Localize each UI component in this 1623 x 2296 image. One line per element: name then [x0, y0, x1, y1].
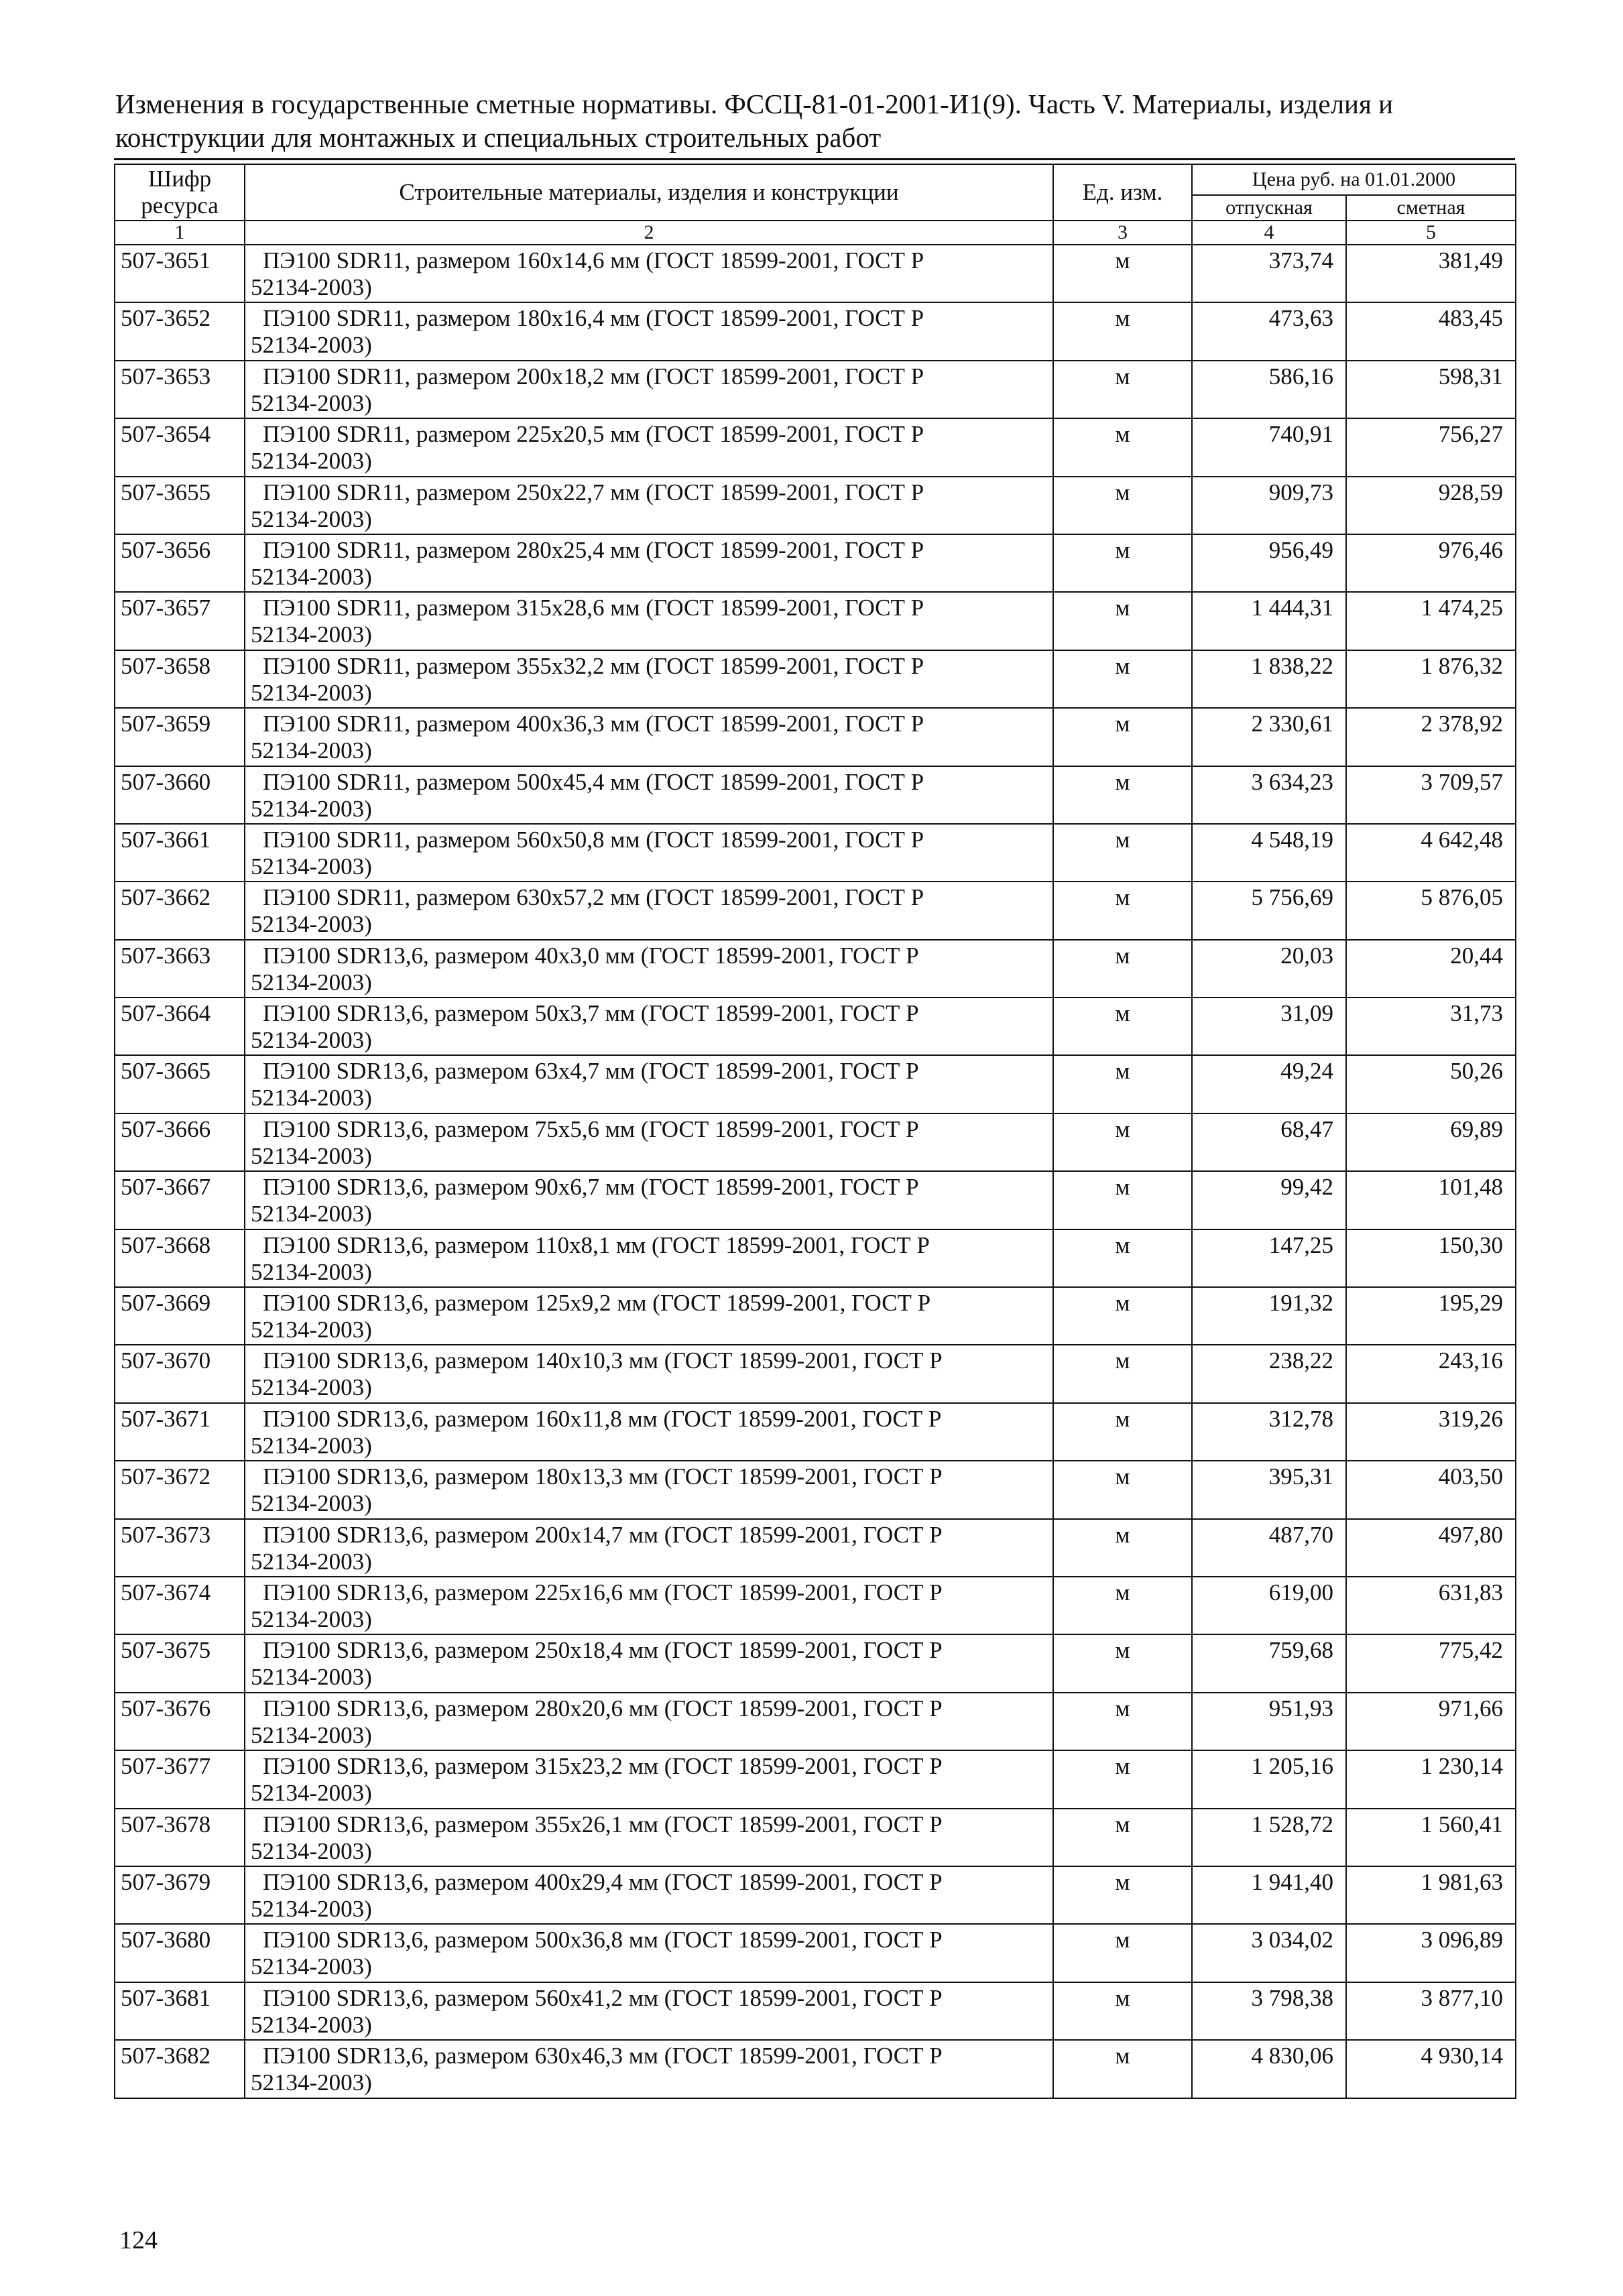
estimate-price: 976,46: [1346, 534, 1516, 592]
resource-code: 507-3666: [115, 1113, 245, 1171]
unit-cell: м: [1053, 1809, 1192, 1866]
resource-code: 507-3652: [115, 302, 245, 360]
resource-code: 507-3658: [115, 650, 245, 708]
release-price: 147,25: [1192, 1229, 1346, 1287]
table-row: [115, 1055, 1516, 1113]
estimate-price: 150,30: [1346, 1229, 1516, 1287]
unit-cell: м: [1053, 418, 1192, 476]
material-name: [245, 708, 1053, 766]
material-name-line2: 52134-2003): [251, 1953, 372, 1980]
resource-code: 507-3662: [115, 882, 245, 939]
resource-code: 507-3668: [115, 1229, 245, 1287]
estimate-price: 403,50: [1346, 1461, 1516, 1518]
material-name-line1: ПЭ100 SDR13,6, размером 63х4,7 мм (ГОСТ 18599-2001, ГОСТ Р: [263, 1058, 919, 1085]
table-row: [115, 2040, 1516, 2098]
unit-cell: м: [1053, 1519, 1192, 1577]
document-header: Изменения в государственные сметные нормативы. ФССЦ-81-01-2001-И1(9). Часть V. Материалы, изделия и конструкции для монтажных и специальных строительных работ: [115, 88, 1394, 153]
release-price: 586,16: [1192, 361, 1346, 418]
material-name-line1: ПЭ100 SDR11, размером 400х36,3 мм (ГОСТ 18599-2001, ГОСТ Р: [263, 711, 924, 737]
material-name-line1: ПЭ100 SDR13,6, размером 560х41,2 мм (ГОСТ 18599-2001, ГОСТ Р: [263, 1984, 943, 2011]
estimate-price: 195,29: [1346, 1287, 1516, 1345]
estimate-price: 31,73: [1346, 998, 1516, 1055]
material-name: [245, 1634, 1053, 1692]
material-name-line1: ПЭ100 SDR11, размером 280х25,4 мм (ГОСТ 18599-2001, ГОСТ Р: [263, 536, 924, 563]
material-name: [245, 1287, 1053, 1345]
estimate-price: 4 642,48: [1346, 824, 1516, 882]
header-release-price: отпускная: [1192, 195, 1346, 221]
material-name-line2: 52134-2003): [251, 1027, 372, 1054]
resource-code: 507-3679: [115, 1866, 245, 1924]
material-name-line2: 52134-2003): [251, 1664, 372, 1691]
unit-cell: м: [1053, 361, 1192, 418]
release-price: 4 548,19: [1192, 824, 1346, 882]
resource-code: 507-3671: [115, 1403, 245, 1461]
estimate-price: 775,42: [1346, 1634, 1516, 1692]
material-name: [245, 302, 1053, 360]
material-name-line2: 52134-2003): [251, 332, 372, 359]
material-name-line1: ПЭ100 SDR13,6, размером 50х3,7 мм (ГОСТ 18599-2001, ГОСТ Р: [263, 1000, 919, 1027]
resource-code: 507-3673: [115, 1519, 245, 1577]
material-name-line2: 52134-2003): [251, 1780, 372, 1807]
material-name-line1: ПЭ100 SDR11, размером 630х57,2 мм (ГОСТ 18599-2001, ГОСТ Р: [263, 884, 924, 911]
release-price: 5 756,69: [1192, 882, 1346, 939]
material-name: [245, 1229, 1053, 1287]
table-row: [115, 766, 1516, 824]
estimate-price: 1 474,25: [1346, 592, 1516, 650]
table-row: [115, 534, 1516, 592]
page-number: 124: [119, 2226, 158, 2254]
table-row: [115, 361, 1516, 418]
release-price: 395,31: [1192, 1461, 1346, 1518]
release-price: 909,73: [1192, 477, 1346, 534]
resource-code: 507-3672: [115, 1461, 245, 1518]
unit-cell: м: [1053, 940, 1192, 998]
material-name-line2: 52134-2003): [251, 911, 372, 938]
estimate-price: 4 930,14: [1346, 2040, 1516, 2098]
material-name-line1: ПЭ100 SDR13,6, размером 355х26,1 мм (ГОСТ 18599-2001, ГОСТ Р: [263, 1811, 943, 1837]
unit-cell: м: [1053, 1866, 1192, 1924]
material-name-line1: ПЭ100 SDR13,6, размером 280х20,6 мм (ГОСТ 18599-2001, ГОСТ Р: [263, 1695, 943, 1721]
material-name: [245, 1345, 1053, 1402]
table-row: [115, 1982, 1516, 2040]
table-row: [115, 1171, 1516, 1229]
material-name-line1: ПЭ100 SDR13,6, размером 250х18,4 мм (ГОСТ 18599-2001, ГОСТ Р: [263, 1637, 943, 1664]
material-name-line1: ПЭ100 SDR13,6, размером 90х6,7 мм (ГОСТ 18599-2001, ГОСТ Р: [263, 1174, 919, 1201]
estimate-price: 319,26: [1346, 1403, 1516, 1461]
table-row: [115, 1693, 1516, 1750]
resource-code: 507-3674: [115, 1577, 245, 1634]
estimate-price: 243,16: [1346, 1345, 1516, 1402]
material-name-line2: 52134-2003): [251, 1374, 372, 1401]
release-price: 68,47: [1192, 1113, 1346, 1171]
estimate-price: 3 877,10: [1346, 1982, 1516, 2040]
material-name-line2: 52134-2003): [251, 1317, 372, 1343]
material-name-line2: 52134-2003): [251, 1721, 372, 1748]
table-row: [115, 650, 1516, 708]
header-code: Шифр ресурса: [115, 164, 245, 221]
unit-cell: м: [1053, 302, 1192, 360]
release-price: 49,24: [1192, 1055, 1346, 1113]
material-name-line1: ПЭ100 SDR13,6, размером 630х46,3 мм (ГОСТ 18599-2001, ГОСТ Р: [263, 2043, 943, 2069]
column-number: 3: [1053, 221, 1192, 245]
estimate-price: 1 876,32: [1346, 650, 1516, 708]
table-row: [115, 1577, 1516, 1634]
estimate-price: 381,49: [1346, 245, 1516, 302]
table-row: [115, 1287, 1516, 1345]
material-name: [245, 940, 1053, 998]
column-number: 1: [115, 221, 245, 245]
release-price: 1 941,40: [1192, 1866, 1346, 1924]
material-name-line1: ПЭ100 SDR11, размером 500х45,4 мм (ГОСТ 18599-2001, ГОСТ Р: [263, 768, 924, 795]
unit-cell: м: [1053, 1924, 1192, 1982]
estimate-price: 497,80: [1346, 1519, 1516, 1577]
release-price: 4 830,06: [1192, 2040, 1346, 2098]
estimate-price: 2 378,92: [1346, 708, 1516, 766]
material-name-line1: ПЭ100 SDR13,6, размером 200х14,7 мм (ГОСТ 18599-2001, ГОСТ Р: [263, 1521, 943, 1548]
release-price: 740,91: [1192, 418, 1346, 476]
release-price: 619,00: [1192, 1577, 1346, 1634]
table-body: [115, 245, 1516, 2098]
material-name-line2: 52134-2003): [251, 679, 372, 706]
resource-code: 507-3670: [115, 1345, 245, 1402]
unit-cell: м: [1053, 1287, 1192, 1345]
release-price: 312,78: [1192, 1403, 1346, 1461]
material-name: [245, 882, 1053, 939]
resource-code: 507-3681: [115, 1982, 245, 2040]
unit-cell: м: [1053, 1982, 1192, 2040]
table-row: [115, 1229, 1516, 1287]
resource-code: 507-3660: [115, 766, 245, 824]
table-row: [115, 1519, 1516, 1577]
estimate-price: 5 876,05: [1346, 882, 1516, 939]
release-price: 956,49: [1192, 534, 1346, 592]
table-row: [115, 418, 1516, 476]
material-name-line1: ПЭ100 SDR13,6, размером 160х11,8 мм (ГОСТ 18599-2001, ГОСТ Р: [263, 1405, 942, 1432]
release-price: 1 205,16: [1192, 1750, 1346, 1808]
release-price: 238,22: [1192, 1345, 1346, 1402]
material-name-line1: ПЭ100 SDR11, размером 180х16,4 мм (ГОСТ 18599-2001, ГОСТ Р: [263, 305, 924, 332]
material-name-line1: ПЭ100 SDR13,6, размером 400х29,4 мм (ГОСТ 18599-2001, ГОСТ Р: [263, 1868, 943, 1895]
release-price: 31,09: [1192, 998, 1346, 1055]
material-name-line2: 52134-2003): [251, 389, 372, 416]
estimate-price: 483,45: [1346, 302, 1516, 360]
estimate-price: 101,48: [1346, 1171, 1516, 1229]
table-row: [115, 302, 1516, 360]
resource-code: 507-3654: [115, 418, 245, 476]
header-unit: Ед. изм.: [1053, 164, 1192, 221]
material-name: [245, 477, 1053, 534]
estimate-price: 3 096,89: [1346, 1924, 1516, 1982]
material-name-line1: ПЭ100 SDR13,6, размером 110х8,1 мм (ГОСТ 18599-2001, ГОСТ Р: [263, 1231, 930, 1258]
material-name-line2: 52134-2003): [251, 621, 372, 648]
material-name-line1: ПЭ100 SDR11, размером 560х50,8 мм (ГОСТ 18599-2001, ГОСТ Р: [263, 826, 924, 853]
material-name: [245, 1809, 1053, 1866]
resource-code: 507-3657: [115, 592, 245, 650]
table-row: [115, 592, 1516, 650]
resource-code: 507-3665: [115, 1055, 245, 1113]
unit-cell: м: [1053, 1634, 1192, 1692]
material-name-line2: 52134-2003): [251, 795, 372, 822]
resource-code: 507-3667: [115, 1171, 245, 1229]
material-name-line2: 52134-2003): [251, 563, 372, 590]
unit-cell: м: [1053, 1345, 1192, 1402]
table-row: [115, 882, 1516, 939]
estimate-price: 50,26: [1346, 1055, 1516, 1113]
material-name-line1: ПЭ100 SDR13,6, размером 40х3,0 мм (ГОСТ 18599-2001, ГОСТ Р: [263, 942, 919, 969]
unit-cell: м: [1053, 824, 1192, 882]
unit-cell: м: [1053, 998, 1192, 1055]
estimate-price: 3 709,57: [1346, 766, 1516, 824]
material-name-line2: 52134-2003): [251, 2011, 372, 2038]
material-name: [245, 766, 1053, 824]
release-price: 191,32: [1192, 1287, 1346, 1345]
material-name-line2: 52134-2003): [251, 1606, 372, 1632]
estimate-price: 756,27: [1346, 418, 1516, 476]
material-name-line2: 52134-2003): [251, 1895, 372, 1922]
header-price: Цена руб. на 01.01.2000: [1192, 164, 1516, 195]
resource-code: 507-3677: [115, 1750, 245, 1808]
release-price: 2 330,61: [1192, 708, 1346, 766]
unit-cell: м: [1053, 1055, 1192, 1113]
estimate-price: 1 981,63: [1346, 1866, 1516, 1924]
table-row: [115, 1809, 1516, 1866]
material-name: [245, 1924, 1053, 1982]
table-row: [115, 245, 1516, 302]
header-estimate-price: сметная: [1346, 195, 1516, 221]
release-price: 1 838,22: [1192, 650, 1346, 708]
material-name-line2: 52134-2003): [251, 1085, 372, 1111]
header-rule: [114, 158, 1515, 160]
material-name-line1: ПЭ100 SDR11, размером 250х22,7 мм (ГОСТ 18599-2001, ГОСТ Р: [263, 479, 924, 505]
material-name-line1: ПЭ100 SDR13,6, размером 125х9,2 мм (ГОСТ 18599-2001, ГОСТ Р: [263, 1290, 931, 1317]
resource-code: 507-3661: [115, 824, 245, 882]
resource-code: 507-3676: [115, 1693, 245, 1750]
release-price: 99,42: [1192, 1171, 1346, 1229]
release-price: 3 798,38: [1192, 1982, 1346, 2040]
unit-cell: м: [1053, 592, 1192, 650]
unit-cell: м: [1053, 1577, 1192, 1634]
resource-code: 507-3682: [115, 2040, 245, 2098]
release-price: 1 528,72: [1192, 1809, 1346, 1866]
material-name-line2: 52134-2003): [251, 1201, 372, 1227]
price-table: [114, 164, 1516, 2099]
material-name: [245, 824, 1053, 882]
estimate-price: 1 560,41: [1346, 1809, 1516, 1866]
material-name: [245, 1113, 1053, 1171]
release-price: 1 444,31: [1192, 592, 1346, 650]
material-name-line2: 52134-2003): [251, 1490, 372, 1517]
resource-code: 507-3669: [115, 1287, 245, 1345]
material-name-line1: ПЭ100 SDR11, размером 315х28,6 мм (ГОСТ 18599-2001, ГОСТ Р: [263, 595, 924, 621]
release-price: 3 634,23: [1192, 766, 1346, 824]
unit-cell: м: [1053, 1171, 1192, 1229]
material-name-line1: ПЭ100 SDR11, размером 355х32,2 мм (ГОСТ 18599-2001, ГОСТ Р: [263, 652, 924, 679]
header-name: Строительные материалы, изделия и конструкции: [245, 164, 1053, 221]
estimate-price: 631,83: [1346, 1577, 1516, 1634]
unit-cell: м: [1053, 245, 1192, 302]
table-row: [115, 1750, 1516, 1808]
material-name-line2: 52134-2003): [251, 448, 372, 475]
material-name-line1: ПЭ100 SDR11, размером 160х14,6 мм (ГОСТ 18599-2001, ГОСТ Р: [263, 247, 924, 274]
material-name-line2: 52134-2003): [251, 969, 372, 995]
resource-code: 507-3664: [115, 998, 245, 1055]
unit-cell: м: [1053, 1750, 1192, 1808]
material-name: [245, 2040, 1053, 2098]
unit-cell: м: [1053, 1461, 1192, 1518]
unit-cell: м: [1053, 650, 1192, 708]
resource-code: 507-3680: [115, 1924, 245, 1982]
unit-cell: м: [1053, 882, 1192, 939]
material-name-line1: ПЭ100 SDR11, размером 200х18,2 мм (ГОСТ 18599-2001, ГОСТ Р: [263, 363, 924, 389]
unit-cell: м: [1053, 708, 1192, 766]
material-name: [245, 418, 1053, 476]
material-name: [245, 361, 1053, 418]
table-row: [115, 1461, 1516, 1518]
material-name-line2: 52134-2003): [251, 505, 372, 532]
resource-code: 507-3675: [115, 1634, 245, 1692]
table-row: [115, 708, 1516, 766]
unit-cell: м: [1053, 1229, 1192, 1287]
material-name: [245, 998, 1053, 1055]
material-name: [245, 650, 1053, 708]
material-name: [245, 1461, 1053, 1518]
table-row: [115, 1634, 1516, 1692]
material-name-line1: ПЭ100 SDR13,6, размером 75х5,6 мм (ГОСТ 18599-2001, ГОСТ Р: [263, 1115, 919, 1142]
estimate-price: 20,44: [1346, 940, 1516, 998]
material-name: [245, 1055, 1053, 1113]
table-row: [115, 1866, 1516, 1924]
estimate-price: 1 230,14: [1346, 1750, 1516, 1808]
material-name-line2: 52134-2003): [251, 2069, 372, 2096]
estimate-price: 69,89: [1346, 1113, 1516, 1171]
material-name: [245, 1577, 1053, 1634]
unit-cell: м: [1053, 1113, 1192, 1171]
material-name: [245, 1171, 1053, 1229]
material-name-line2: 52134-2003): [251, 1837, 372, 1864]
material-name-line2: 52134-2003): [251, 274, 372, 300]
material-name: [245, 1519, 1053, 1577]
material-name-line1: ПЭ100 SDR13,6, размером 500х36,8 мм (ГОСТ 18599-2001, ГОСТ Р: [263, 1927, 943, 1953]
unit-cell: м: [1053, 1403, 1192, 1461]
release-price: 951,93: [1192, 1693, 1346, 1750]
table-row: [115, 1113, 1516, 1171]
table-row: [115, 824, 1516, 882]
material-name-line1: ПЭ100 SDR13,6, размером 225х16,6 мм (ГОСТ 18599-2001, ГОСТ Р: [263, 1579, 943, 1606]
material-name: [245, 245, 1053, 302]
unit-cell: м: [1053, 1693, 1192, 1750]
table-row: [115, 998, 1516, 1055]
resource-code: 507-3663: [115, 940, 245, 998]
unit-cell: м: [1053, 534, 1192, 592]
estimate-price: 928,59: [1346, 477, 1516, 534]
material-name: [245, 1403, 1053, 1461]
material-name: [245, 1693, 1053, 1750]
resource-code: 507-3655: [115, 477, 245, 534]
release-price: 759,68: [1192, 1634, 1346, 1692]
unit-cell: м: [1053, 477, 1192, 534]
column-number: 2: [245, 221, 1053, 245]
estimate-price: 971,66: [1346, 1693, 1516, 1750]
table-row: [115, 477, 1516, 534]
resource-code: 507-3659: [115, 708, 245, 766]
resource-code: 507-3678: [115, 1809, 245, 1866]
material-name-line1: ПЭ100 SDR13,6, размером 140х10,3 мм (ГОСТ 18599-2001, ГОСТ Р: [263, 1347, 943, 1374]
release-price: 20,03: [1192, 940, 1346, 998]
material-name-line2: 52134-2003): [251, 737, 372, 764]
material-name: [245, 534, 1053, 592]
material-name-line2: 52134-2003): [251, 1432, 372, 1459]
resource-code: 507-3656: [115, 534, 245, 592]
table-row: [115, 1345, 1516, 1402]
release-price: 3 034,02: [1192, 1924, 1346, 1982]
column-number: 5: [1346, 221, 1516, 245]
unit-cell: м: [1053, 766, 1192, 824]
table-row: [115, 1403, 1516, 1461]
material-name-line2: 52134-2003): [251, 1142, 372, 1169]
table-row: [115, 1924, 1516, 1982]
estimate-price: 598,31: [1346, 361, 1516, 418]
material-name-line1: ПЭ100 SDR11, размером 225х20,5 мм (ГОСТ 18599-2001, ГОСТ Р: [263, 421, 924, 448]
material-name-line2: 52134-2003): [251, 1548, 372, 1575]
material-name-line1: ПЭ100 SDR13,6, размером 315х23,2 мм (ГОСТ 18599-2001, ГОСТ Р: [263, 1753, 943, 1780]
release-price: 373,74: [1192, 245, 1346, 302]
resource-code: 507-3653: [115, 361, 245, 418]
unit-cell: м: [1053, 2040, 1192, 2098]
release-price: 487,70: [1192, 1519, 1346, 1577]
material-name: [245, 1982, 1053, 2040]
material-name: [245, 1866, 1053, 1924]
material-name-line1: ПЭ100 SDR13,6, размером 180х13,3 мм (ГОСТ 18599-2001, ГОСТ Р: [263, 1463, 943, 1490]
material-name-line2: 52134-2003): [251, 1258, 372, 1285]
material-name: [245, 1750, 1053, 1808]
table-row: [115, 940, 1516, 998]
column-number: 4: [1192, 221, 1346, 245]
material-name-line2: 52134-2003): [251, 853, 372, 880]
material-name: [245, 592, 1053, 650]
release-price: 473,63: [1192, 302, 1346, 360]
resource-code: 507-3651: [115, 245, 245, 302]
